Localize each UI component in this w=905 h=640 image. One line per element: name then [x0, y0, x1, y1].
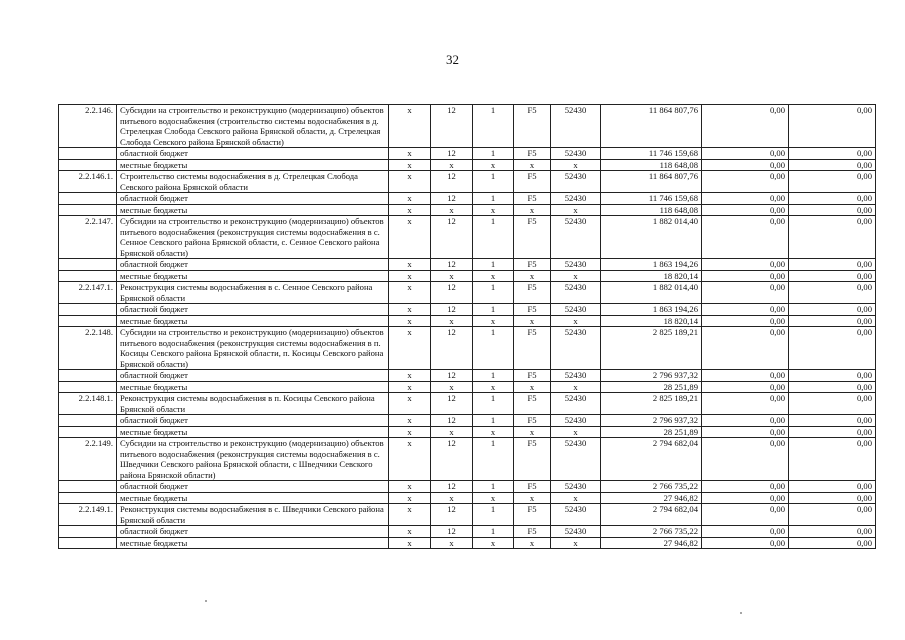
col-subsection: 1 [473, 259, 514, 271]
amount-year3: 0,00 [789, 304, 876, 316]
col-project: F5 [514, 148, 551, 160]
row-name: областной бюджет [117, 304, 389, 316]
row-code [59, 204, 117, 216]
row-name: Реконструкция системы водоснабжения в п. Косицы Севского района Брянской области [117, 393, 389, 415]
col-subsection: 1 [473, 526, 514, 538]
col-x: x [389, 526, 431, 538]
table-row [59, 159, 876, 171]
amount-year2: 0,00 [702, 148, 789, 160]
col-section: 12 [431, 438, 473, 481]
row-name: местные бюджеты [117, 159, 389, 171]
col-subsection: 1 [473, 282, 514, 304]
table-body [59, 105, 876, 549]
col-project: F5 [514, 193, 551, 205]
col-target: 52430 [551, 327, 601, 370]
amount-year3: 0,00 [789, 526, 876, 538]
col-section: 12 [431, 171, 473, 193]
col-x: x [389, 259, 431, 271]
table-row [59, 270, 876, 282]
amount-year1: 11 746 159,68 [601, 148, 702, 160]
col-project: x [514, 315, 551, 327]
amount-year2: 0,00 [702, 315, 789, 327]
col-target: 52430 [551, 526, 601, 538]
amount-year1: 27 946,82 [601, 492, 702, 504]
col-subsection: 1 [473, 481, 514, 493]
row-name: местные бюджеты [117, 492, 389, 504]
amount-year2: 0,00 [702, 537, 789, 549]
col-subsection: 1 [473, 216, 514, 259]
row-code [59, 193, 117, 205]
amount-year2: 0,00 [702, 171, 789, 193]
col-x: x [389, 315, 431, 327]
col-project: x [514, 270, 551, 282]
table-row [59, 105, 876, 148]
amount-year2: 0,00 [702, 159, 789, 171]
col-project: x [514, 492, 551, 504]
col-subsection: 1 [473, 504, 514, 526]
row-name: местные бюджеты [117, 315, 389, 327]
col-target: 52430 [551, 259, 601, 271]
amount-year1: 1 882 014,40 [601, 282, 702, 304]
amount-year3: 0,00 [789, 492, 876, 504]
amount-year3: 0,00 [789, 159, 876, 171]
col-subsection: 1 [473, 327, 514, 370]
amount-year3: 0,00 [789, 370, 876, 382]
amount-year1: 1 863 194,26 [601, 259, 702, 271]
col-section: 12 [431, 370, 473, 382]
amount-year3: 0,00 [789, 270, 876, 282]
col-x: x [389, 216, 431, 259]
row-code [59, 315, 117, 327]
amount-year2: 0,00 [702, 481, 789, 493]
row-code [59, 381, 117, 393]
row-code [59, 148, 117, 160]
row-name: местные бюджеты [117, 537, 389, 549]
col-project: F5 [514, 370, 551, 382]
amount-year2: 0,00 [702, 370, 789, 382]
row-name: Реконструкция системы водоснабжения в с. Сенное Севского района Брянской области [117, 282, 389, 304]
col-section: 12 [431, 105, 473, 148]
col-target: 52430 [551, 304, 601, 316]
col-subsection: x [473, 492, 514, 504]
amount-year3: 0,00 [789, 315, 876, 327]
row-code: 2.2.147.1. [59, 282, 117, 304]
col-section: 12 [431, 415, 473, 427]
row-code: 2.2.146. [59, 105, 117, 148]
row-name: Субсидии на строительство и реконструкцию (модернизацию) объектов питьевого водоснабжения (реконструкция системы водоснабжения в с. Сенное Севского района Брянской области, с. Сенное Севского района Брянской области) [117, 216, 389, 259]
amount-year3: 0,00 [789, 259, 876, 271]
scan-speck [205, 600, 207, 602]
row-code: 2.2.149. [59, 438, 117, 481]
col-target: 52430 [551, 105, 601, 148]
col-subsection: x [473, 537, 514, 549]
col-section: 12 [431, 259, 473, 271]
row-code [59, 259, 117, 271]
col-section: x [431, 270, 473, 282]
col-subsection: x [473, 315, 514, 327]
table-row [59, 415, 876, 427]
table-row [59, 481, 876, 493]
col-section: 12 [431, 216, 473, 259]
table-row [59, 327, 876, 370]
amount-year2: 0,00 [702, 381, 789, 393]
col-target: x [551, 315, 601, 327]
row-name: местные бюджеты [117, 426, 389, 438]
row-name: Строительство системы водоснабжения в д. Стрелецкая Слобода Севского района Брянской области [117, 171, 389, 193]
amount-year3: 0,00 [789, 426, 876, 438]
amount-year3: 0,00 [789, 393, 876, 415]
amount-year2: 0,00 [702, 426, 789, 438]
amount-year1: 2 796 937,32 [601, 415, 702, 427]
table-row [59, 315, 876, 327]
col-target: x [551, 537, 601, 549]
amount-year1: 1 863 194,26 [601, 304, 702, 316]
col-project: F5 [514, 438, 551, 481]
col-section: x [431, 159, 473, 171]
amount-year2: 0,00 [702, 415, 789, 427]
amount-year1: 11 864 807,76 [601, 171, 702, 193]
col-subsection: 1 [473, 148, 514, 160]
table-row [59, 171, 876, 193]
col-project: F5 [514, 171, 551, 193]
amount-year2: 0,00 [702, 259, 789, 271]
col-x: x [389, 159, 431, 171]
col-subsection: 1 [473, 304, 514, 316]
col-target: x [551, 204, 601, 216]
amount-year1: 28 251,89 [601, 426, 702, 438]
col-x: x [389, 481, 431, 493]
row-name: областной бюджет [117, 481, 389, 493]
amount-year1: 11 864 807,76 [601, 105, 702, 148]
amount-year1: 28 251,89 [601, 381, 702, 393]
row-name: областной бюджет [117, 193, 389, 205]
amount-year3: 0,00 [789, 148, 876, 160]
col-project: x [514, 381, 551, 393]
row-name: Субсидии на строительство и реконструкцию (модернизацию) объектов питьевого водоснабжения (строительство системы водоснабжения в д. Стрелецкая Слобода Севского района Брянской области, д. Стрелецкая Слобода Севского района Брянской области) [117, 105, 389, 148]
amount-year1: 1 882 014,40 [601, 216, 702, 259]
amount-year3: 0,00 [789, 105, 876, 148]
col-x: x [389, 204, 431, 216]
row-name: Субсидии на строительство и реконструкцию (модернизацию) объектов питьевого водоснабжения (реконструкция системы водоснабжения в п. Косицы Севского района Брянской области, п. Косицы Севского района Брянской области) [117, 327, 389, 370]
col-target: 52430 [551, 193, 601, 205]
table-row [59, 492, 876, 504]
row-code [59, 537, 117, 549]
table-row [59, 370, 876, 382]
col-target: 52430 [551, 438, 601, 481]
col-x: x [389, 492, 431, 504]
row-code: 2.2.147. [59, 216, 117, 259]
col-subsection: x [473, 426, 514, 438]
row-code [59, 526, 117, 538]
col-target: 52430 [551, 148, 601, 160]
row-code [59, 492, 117, 504]
col-x: x [389, 171, 431, 193]
row-name: местные бюджеты [117, 270, 389, 282]
col-section: 12 [431, 327, 473, 370]
amount-year2: 0,00 [702, 304, 789, 316]
row-code [59, 304, 117, 316]
col-subsection: 1 [473, 393, 514, 415]
row-code [59, 426, 117, 438]
col-project: F5 [514, 327, 551, 370]
amount-year1: 118 648,08 [601, 159, 702, 171]
col-target: x [551, 426, 601, 438]
col-section: x [431, 492, 473, 504]
table-row [59, 148, 876, 160]
amount-year3: 0,00 [789, 216, 876, 259]
col-section: 12 [431, 504, 473, 526]
amount-year2: 0,00 [702, 393, 789, 415]
amount-year2: 0,00 [702, 105, 789, 148]
col-project: x [514, 537, 551, 549]
row-name: Реконструкция системы водоснабжения в с. Шведчики Севского района Брянской области [117, 504, 389, 526]
row-name: областной бюджет [117, 526, 389, 538]
col-section: x [431, 204, 473, 216]
amount-year1: 27 946,82 [601, 537, 702, 549]
budget-table [58, 104, 876, 549]
table-row [59, 204, 876, 216]
amount-year1: 118 648,08 [601, 204, 702, 216]
row-code: 2.2.146.1. [59, 171, 117, 193]
col-x: x [389, 537, 431, 549]
amount-year3: 0,00 [789, 481, 876, 493]
amount-year1: 2 766 735,22 [601, 481, 702, 493]
col-project: F5 [514, 282, 551, 304]
col-target: x [551, 159, 601, 171]
col-section: 12 [431, 526, 473, 538]
col-x: x [389, 438, 431, 481]
row-name: местные бюджеты [117, 204, 389, 216]
table-row [59, 504, 876, 526]
amount-year3: 0,00 [789, 537, 876, 549]
col-section: 12 [431, 148, 473, 160]
amount-year1: 2 825 189,21 [601, 327, 702, 370]
col-x: x [389, 393, 431, 415]
table-row [59, 393, 876, 415]
col-subsection: 1 [473, 438, 514, 481]
row-code: 2.2.149.1. [59, 504, 117, 526]
col-x: x [389, 193, 431, 205]
amount-year2: 0,00 [702, 327, 789, 370]
table-row [59, 537, 876, 549]
col-subsection: 1 [473, 105, 514, 148]
row-name: Субсидии на строительство и реконструкцию (модернизацию) объектов питьевого водоснабжения (реконструкция системы водоснабжения в с. Шведчики Севского района Брянской области, с Шведчики Севского района Брянской области) [117, 438, 389, 481]
col-x: x [389, 282, 431, 304]
row-name: местные бюджеты [117, 381, 389, 393]
col-project: F5 [514, 393, 551, 415]
amount-year1: 2 794 682,04 [601, 504, 702, 526]
col-x: x [389, 327, 431, 370]
row-code [59, 370, 117, 382]
amount-year2: 0,00 [702, 270, 789, 282]
table-row [59, 193, 876, 205]
col-project: x [514, 426, 551, 438]
amount-year3: 0,00 [789, 381, 876, 393]
row-name: областной бюджет [117, 415, 389, 427]
scan-speck [740, 612, 742, 614]
col-x: x [389, 304, 431, 316]
col-project: F5 [514, 216, 551, 259]
table-row [59, 381, 876, 393]
amount-year1: 18 820,14 [601, 315, 702, 327]
col-target: 52430 [551, 171, 601, 193]
col-subsection: 1 [473, 415, 514, 427]
col-project: F5 [514, 105, 551, 148]
row-code [59, 415, 117, 427]
col-subsection: x [473, 270, 514, 282]
col-subsection: 1 [473, 370, 514, 382]
row-code: 2.2.148. [59, 327, 117, 370]
col-target: 52430 [551, 216, 601, 259]
row-name: областной бюджет [117, 148, 389, 160]
table-row [59, 426, 876, 438]
col-x: x [389, 148, 431, 160]
row-name: областной бюджет [117, 259, 389, 271]
amount-year3: 0,00 [789, 438, 876, 481]
col-project: x [514, 204, 551, 216]
amount-year2: 0,00 [702, 204, 789, 216]
col-subsection: 1 [473, 171, 514, 193]
amount-year2: 0,00 [702, 438, 789, 481]
col-section: x [431, 537, 473, 549]
col-section: x [431, 315, 473, 327]
amount-year3: 0,00 [789, 415, 876, 427]
amount-year2: 0,00 [702, 492, 789, 504]
col-target: 52430 [551, 481, 601, 493]
col-section: 12 [431, 193, 473, 205]
col-section: x [431, 381, 473, 393]
amount-year3: 0,00 [789, 282, 876, 304]
col-subsection: x [473, 159, 514, 171]
col-section: 12 [431, 282, 473, 304]
amount-year3: 0,00 [789, 171, 876, 193]
col-x: x [389, 381, 431, 393]
col-project: F5 [514, 481, 551, 493]
col-x: x [389, 270, 431, 282]
col-target: 52430 [551, 282, 601, 304]
col-subsection: 1 [473, 193, 514, 205]
col-target: 52430 [551, 393, 601, 415]
col-section: 12 [431, 481, 473, 493]
col-target: 52430 [551, 415, 601, 427]
col-project: F5 [514, 259, 551, 271]
col-subsection: x [473, 204, 514, 216]
row-code [59, 159, 117, 171]
table-row [59, 438, 876, 481]
col-project: F5 [514, 504, 551, 526]
amount-year2: 0,00 [702, 193, 789, 205]
amount-year3: 0,00 [789, 193, 876, 205]
col-x: x [389, 415, 431, 427]
col-section: 12 [431, 304, 473, 316]
col-x: x [389, 504, 431, 526]
col-target: x [551, 492, 601, 504]
page-number: 32 [446, 52, 459, 67]
amount-year1: 2 796 937,32 [601, 370, 702, 382]
col-subsection: x [473, 381, 514, 393]
table-row [59, 259, 876, 271]
col-x: x [389, 370, 431, 382]
amount-year1: 11 746 159,68 [601, 193, 702, 205]
row-code [59, 481, 117, 493]
table-row [59, 216, 876, 259]
amount-year2: 0,00 [702, 216, 789, 259]
col-target: x [551, 381, 601, 393]
col-x: x [389, 105, 431, 148]
col-section: x [431, 426, 473, 438]
amount-year1: 18 820,14 [601, 270, 702, 282]
col-section: 12 [431, 393, 473, 415]
col-target: 52430 [551, 370, 601, 382]
table-row [59, 526, 876, 538]
amount-year1: 2 766 735,22 [601, 526, 702, 538]
amount-year1: 2 794 682,04 [601, 438, 702, 481]
amount-year3: 0,00 [789, 204, 876, 216]
col-project: F5 [514, 526, 551, 538]
amount-year2: 0,00 [702, 282, 789, 304]
col-x: x [389, 426, 431, 438]
row-code [59, 270, 117, 282]
col-target: x [551, 270, 601, 282]
table-row [59, 282, 876, 304]
table-row [59, 304, 876, 316]
col-project: F5 [514, 304, 551, 316]
amount-year2: 0,00 [702, 526, 789, 538]
col-project: F5 [514, 415, 551, 427]
amount-year1: 2 825 189,21 [601, 393, 702, 415]
row-name: областной бюджет [117, 370, 389, 382]
amount-year3: 0,00 [789, 504, 876, 526]
col-target: 52430 [551, 504, 601, 526]
amount-year3: 0,00 [789, 327, 876, 370]
amount-year2: 0,00 [702, 504, 789, 526]
col-project: x [514, 159, 551, 171]
row-code: 2.2.148.1. [59, 393, 117, 415]
